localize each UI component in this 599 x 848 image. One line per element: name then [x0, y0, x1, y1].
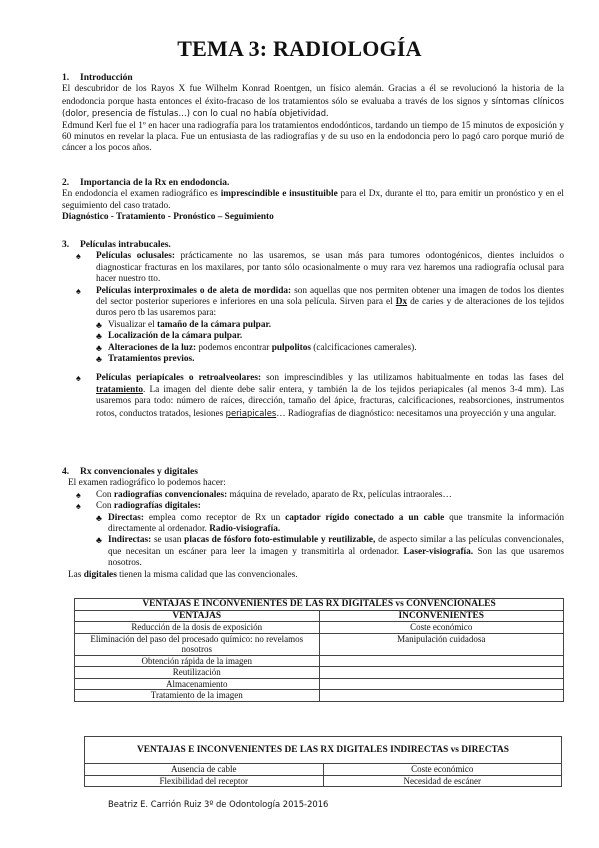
page-footer: Beatriz E. Carrión Ruiz 3º de Odontología 2015-2016: [108, 799, 329, 809]
sub-item: ♣ Alteraciones de la luz: podemos encontrar pulpolitos (calcificaciones camerales).: [96, 342, 417, 353]
paragraph: Edmund Kerl fue el 1º en hacer una radiografía para los tratamientos endodónticos, tardando un tiempo de 15 minutos de exposición y 60 minutos en revelar la placa. Fue un entusiasta de las radiografías y de su uso en la endodoncia pero lo pagó caro porque murió de cáncer a los pocos años.: [62, 120, 564, 154]
table-caption: VENTAJAS E INCONVENIENTES DE LAS RX DIGITALES vs CONVENCIONALES: [75, 599, 564, 611]
table-row: [85, 775, 562, 787]
paragraph: El examen radiográfico lo podemos hacer:: [68, 478, 226, 489]
section-heading: 4. Rx convencionales y digitales: [62, 467, 198, 477]
section-heading: 1. Introducción: [62, 73, 133, 83]
table-cell: [319, 690, 564, 702]
paragraph: En endodoncia el examen radiográfico es imprescindible e insustituible para el Dx, durante el tto, para emitir un pronóstico y en el seguimiento del caso tratado.: [62, 189, 564, 211]
table-cell: Manipulación cuidadosa: [319, 633, 564, 655]
club-bullet-icon: ♣: [96, 354, 102, 365]
table-cell: [319, 678, 564, 690]
section-peliculas: [62, 240, 564, 420]
paragraph: El descubridor de los Rayos X fue Wilhelm Konrad Roentgen, un físico alemán. Gracias a él se revolucionó la historia de la endodoncia porque hasta entonces el éxito-fracaso de los tratamientos sólo se evaluaba a través de los signos y síntomas clínicos (dolor, presencia de fístulas…) con lo cual no había objetividad.: [62, 84, 564, 120]
table-row: [75, 655, 564, 667]
club-bullet-icon: ♣: [96, 319, 102, 330]
club-bullet-icon: ♣: [96, 535, 102, 546]
section-importancia: [62, 178, 564, 224]
list-item: ♠ Con radiografías digitales:: [76, 501, 201, 512]
column-header: VENTAJAS: [75, 610, 320, 622]
section-introduccion: [62, 73, 564, 155]
table-cell: Coste económico: [323, 764, 562, 776]
spade-bullet-icon: ♠: [76, 489, 81, 500]
table-cell: Flexibilidad del receptor: [85, 775, 324, 787]
list-item: ♠ Películas oclusales: prácticamente no las usaremos, se usan más para tumores odontogénicos, dientes incluidos o diagnosticar fracturas en los maxilares, por tanto sólo ocasionalmente o muy rara vez haremos una radiografía oclusal para hacer nuestro tto.: [76, 251, 564, 285]
table-row: [75, 667, 564, 679]
list-item: ♠ Con radiografías convencionales: máquina de revelado, aparato de Rx, películas intraorales…: [76, 489, 452, 500]
table-cell: Eliminación del paso del procesado químico: no revelamos nosotros: [75, 633, 320, 655]
table-caption: VENTAJAS E INCONVENIENTES DE LAS RX DIGITALES INDIRECTAS vs DIRECTAS: [85, 737, 562, 764]
sub-item: ♣ Tratamientos previos.: [96, 354, 195, 365]
comparison-table-digital-vs-conventional: [74, 598, 564, 702]
page-title: TEMA 3: RADIOLOGÍA: [177, 36, 422, 61]
spade-bullet-icon: ♠: [76, 373, 81, 384]
table-cell: Almacenamiento: [75, 678, 320, 690]
paragraph: Las digitales tienen la misma calidad que las convencionales.: [68, 569, 298, 580]
spade-bullet-icon: ♠: [76, 501, 81, 512]
sub-item: ♣ Visualizar el tamaño de la cámara pulpar.: [96, 319, 272, 330]
list-item: ♠ Películas periapicales o retroalveolares: son imprescindibles y las utilizamos habitualmente en todas las fases del tratamiento. La imagen del diente debe salir entera, y también la de los tejidos periapicales (al menos 3-4 mm). Las usaremos para todo: número de raíces, dirección, tamaño del ápice, fracturas, calcificaciones, reabsorciones, instrumentos rotos, conductos tratados, lesiones periapicales… Radiografías de diagnóstico: necesitamos una proyección y una angular.: [76, 373, 564, 419]
table-row: [75, 690, 564, 702]
table-cell: Coste económico: [319, 622, 564, 634]
spade-bullet-icon: ♠: [76, 285, 81, 296]
club-bullet-icon: ♣: [96, 512, 102, 523]
table-cell: Tratamiento de la imagen: [75, 690, 320, 702]
sub-item: ♣ Indirectas: se usan placas de fósforo foto-estimulable y reutilizable, de aspecto similar a las películas convencionales, que necesitan un escáner para leer la imagen y transmitirla al ordenador. Laser-visiografía. Son las que usaremos nosotros.: [96, 535, 564, 569]
section-heading: 2. Importancia de la Rx en endodoncia.: [62, 178, 230, 188]
column-header: INCONVENIENTES: [319, 610, 564, 622]
table-cell: [319, 655, 564, 667]
table-row: [75, 622, 564, 634]
club-bullet-icon: ♣: [96, 342, 102, 353]
table-cell: Reducción de la dosis de exposición: [75, 622, 320, 634]
section-heading: 3. Películas intrabucales.: [62, 240, 171, 250]
spade-bullet-icon: ♠: [76, 251, 81, 262]
phases-line: Diagnóstico - Tratamiento - Pronóstico – Seguimiento: [62, 212, 274, 223]
club-bullet-icon: ♣: [96, 331, 102, 342]
sub-item: ♣ Directas: emplea como receptor de Rx un captador rígido conectado a un cable que transmite la información directamente al ordenador. Radio-visiografía.: [96, 512, 564, 535]
table-cell: Obtención rápida de la imagen: [75, 655, 320, 667]
table-cell: Necesidad de escáner: [323, 775, 562, 787]
table-row: [75, 633, 564, 655]
table-row: [75, 678, 564, 690]
sub-item: ♣ Localización de la cámara pulpar.: [96, 331, 243, 342]
table-cell: [319, 667, 564, 679]
table-cell: Ausencia de cable: [85, 764, 324, 776]
table-row: [85, 764, 562, 776]
list-item: ♠ Películas interproximales o de aleta de mordida: son aquellas que nos permiten obtener una imagen de todos los dientes del sector posterior superiores e inferiores en una sola película. Sirven para el Dx de caries y de alteraciones de los tejidos duros pero tb las usaremos para:: [76, 285, 564, 319]
section-rx-digitales: [62, 467, 564, 581]
table-cell: Reutilización: [75, 667, 320, 679]
comparison-table-indirect-vs-direct: [84, 736, 562, 787]
